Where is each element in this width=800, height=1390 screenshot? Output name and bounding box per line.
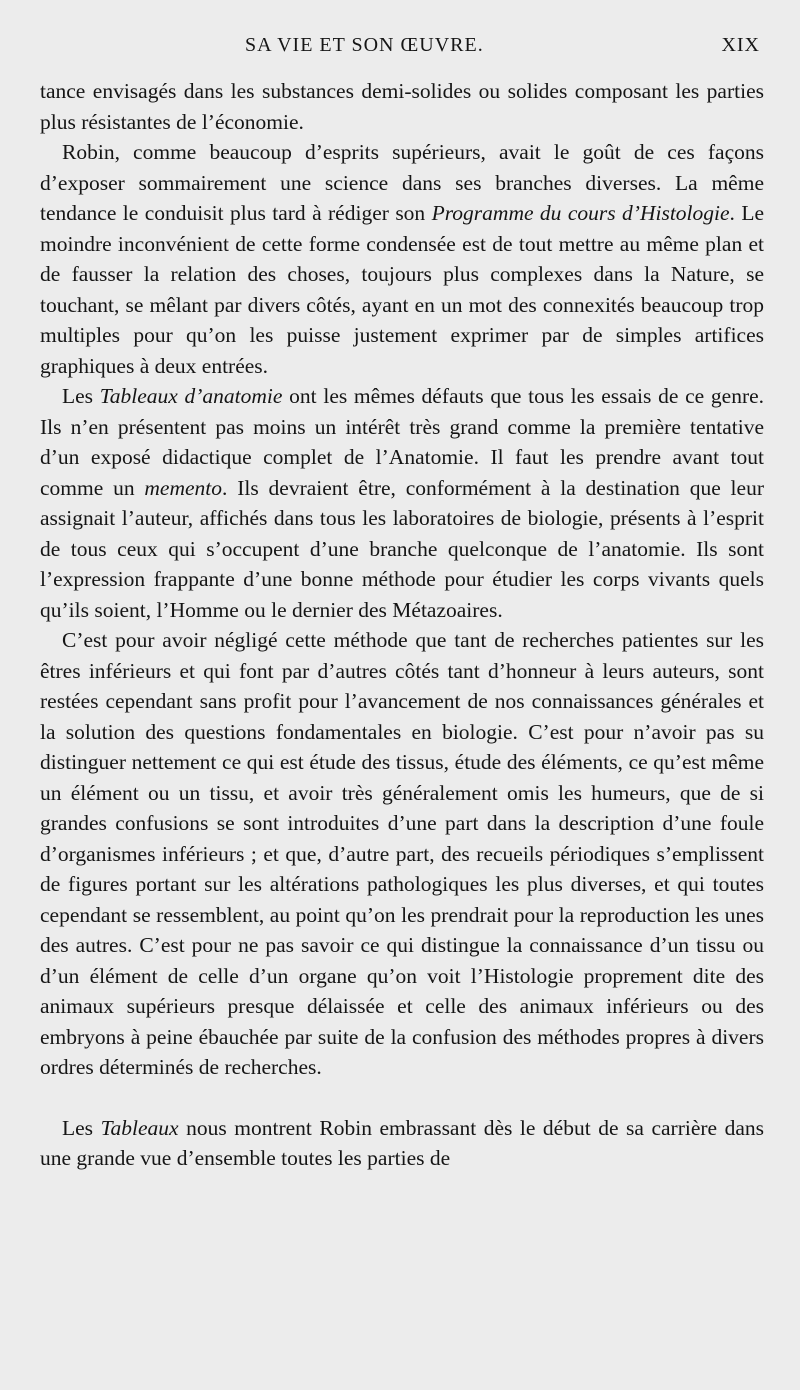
- book-title-tableaux: Tableaux d’anatomie: [99, 384, 283, 408]
- memento-word: memento: [144, 475, 223, 500]
- paragraph-3-text-a: Les: [62, 384, 100, 408]
- paragraph-3-text-c: . Ils devraient être, conformément à la destination que leur assignait l’auteur, affichés dans tous les laboratoires de biologie, présents à l’esprit de tous ceux qui s’occupent d’une branche quelconque de l’anatomie. Ils sont l’expression frappante d’une bonne méthode pour étudier les corps vivants quels qu’ils soient, l’Homme ou le dernier des Métazoaires.: [40, 475, 764, 622]
- paragraph-3-text-b: ont les mêmes défauts que tous les essais de ce genre. Ils n’en présentent pas moins un intérêt très grand comme la première tentative d’un exposé didactique complet de l’Anatomie. Il faut les prendre avant tout comme un: [40, 384, 765, 500]
- paragraph-2-text-a: Robin, comme beaucoup d’esprits supérieurs, avait le goût de ces façons d’exposer sommairement une science dans ses branches diverses. La même tendance le conduisit plus tard à rédiger son: [40, 140, 764, 225]
- body-text: [40, 76, 764, 1174]
- page-header: [60, 34, 760, 60]
- paragraph-1-text: tance envisagés dans les substances demi-solides ou solides composant les parties plus résistantes de l’économie.: [40, 79, 764, 134]
- paragraph-4-text: C’est pour avoir négligé cette méthode que tant de recherches patientes sur les êtres inférieurs et qui font par d’autres côtés tant d’honneur à leurs auteurs, sont restées cependant sans profit pour l’avancement de nos connaissances générales et la solution des questions fondamentales en biologie. C’est pour n’avoir pas su distinguer nettement ce qui est étude des tissus, étude des éléments, ce qu’est même un élément ou un tissu, et avoir très généralement omis les humeurs, que de si grandes confusions se sont introduites d’une part dans la description d’une foule d’organismes inférieurs ; et que, d’autre part, des recueils périodiques s’emplissent de figures portant sur les altérations pathologiques les plus diverses, et qui toutes cependant se ressemblent, au point qu’on les prendrait pour la reproduction les unes des autres. C’est pour ne pas savoir ce qui distingue la connaissance d’un tissu ou d’un élément de celle d’un organe qu’on voit l’Histologie proprement dite des animaux supérieurs presque délaissée et celle des animaux inférieurs ou des embryons à peine ébauchée par suite de la confusion des méthodes propres à divers ordres déterminés de recherches.: [40, 628, 764, 1079]
- paragraph-2-text-b: . Le moindre inconvénient de cette forme condensée est de tout mettre au même plan et de fausser la relation des choses, toujours plus complexes dans la Nature, se touchant, se mêlant par divers côtés, ayant en un mot des connexités beaucoup trop multiples pour qu’on les puisse justement exprimer par de simples artifices graphiques à deux entrées.: [40, 201, 764, 378]
- paragraph-5-text-a: Les: [62, 1115, 101, 1140]
- paragraph-5-text-b: nous montrent Robin embrassant dès le début de sa carrière dans une grande vue d’ensemble toutes les parties de: [40, 1115, 764, 1170]
- paragraph-5: [40, 1113, 764, 1174]
- paragraph-2: [40, 137, 764, 381]
- paragraph-3: [40, 381, 764, 625]
- running-title: SA VIE ET SON ŒUVRE.: [245, 34, 484, 56]
- tableaux-word: Tableaux: [100, 1115, 179, 1140]
- paragraph-1: [40, 76, 764, 137]
- paragraph-4: [40, 625, 764, 1083]
- book-title-programme: Programme du cours d’Histologie: [431, 201, 730, 225]
- page-number: XIX: [721, 34, 760, 56]
